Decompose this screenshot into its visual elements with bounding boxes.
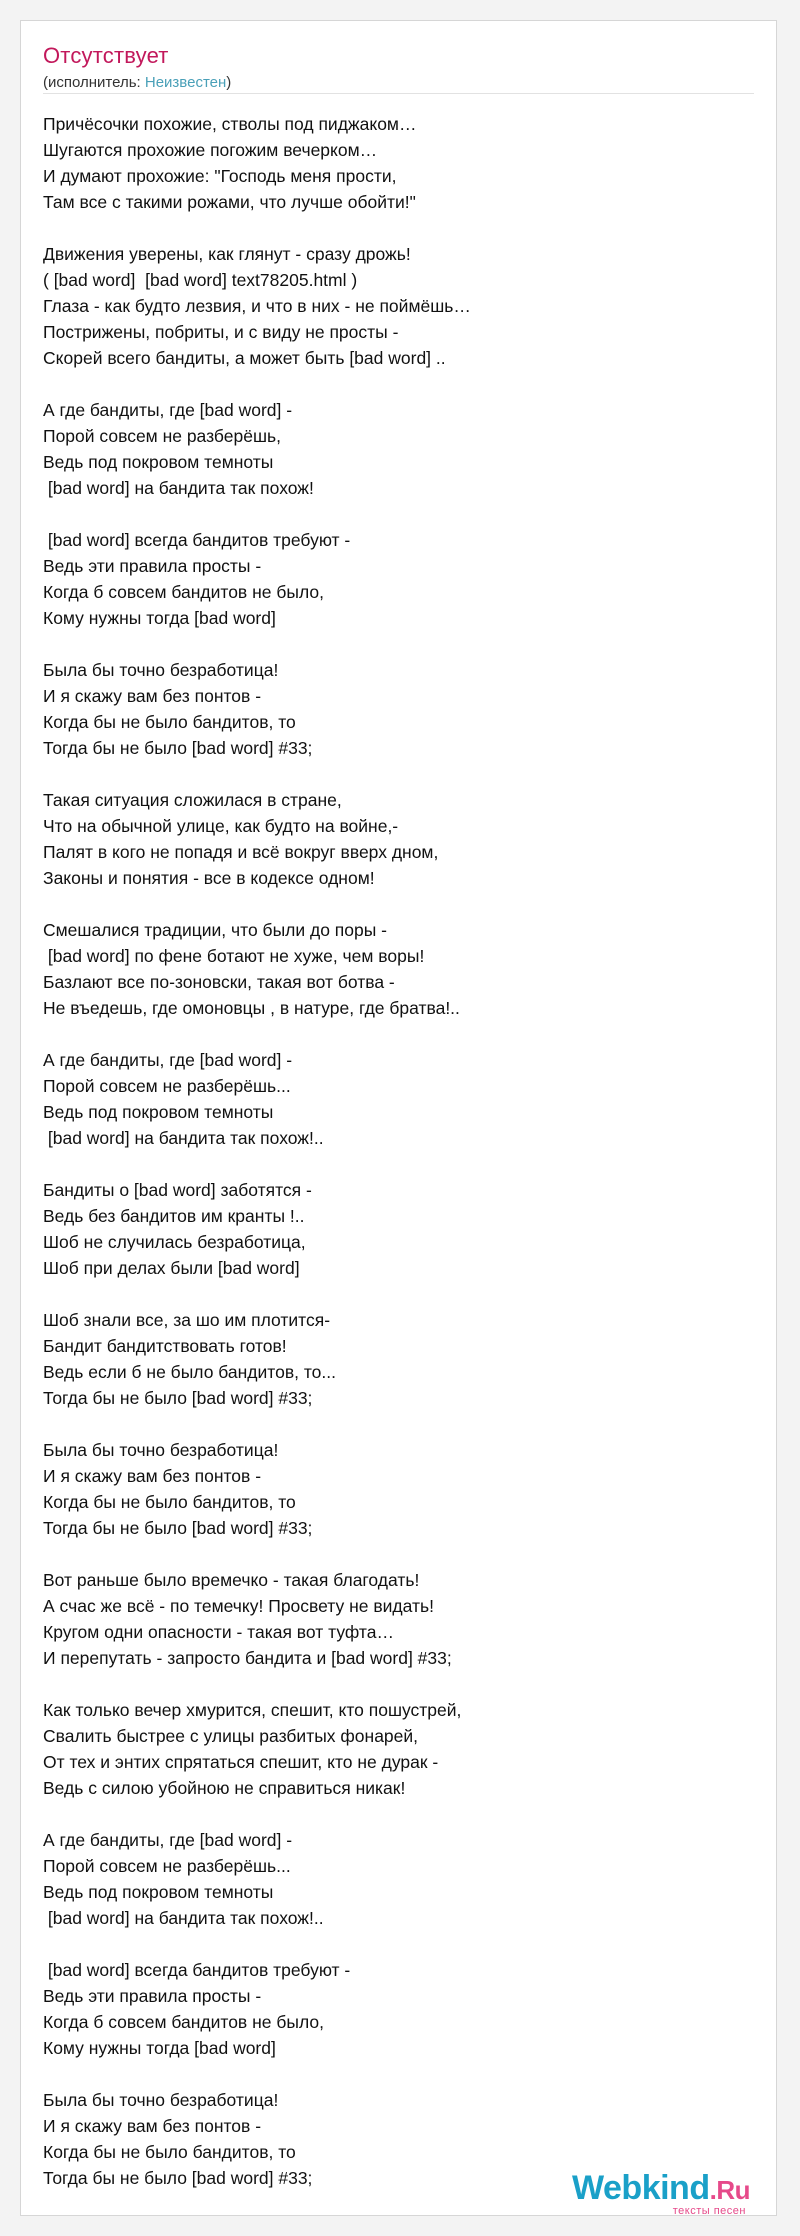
lyric-line: Бандиты о [bad word] заботятся - xyxy=(43,1180,312,1200)
lyric-line: Ведь эти правила просты - xyxy=(43,1986,262,2006)
stanza-break xyxy=(43,1411,753,1437)
lyric-line: Шоб при делах были [bad word] xyxy=(43,1258,300,1278)
lyric-line: [bad word] по фене ботают не хуже, чем воры! xyxy=(43,946,425,966)
lyric-line: Тогда бы не было [bad word] #33; xyxy=(43,1388,313,1408)
logo-ru: .Ru xyxy=(709,2175,750,2205)
lyric-line: Кому нужны тогда [bad word] xyxy=(43,608,276,628)
artist-link[interactable]: Неизвестен xyxy=(144,74,227,91)
lyric-line: [bad word] на бандита так похож!.. xyxy=(43,1128,324,1148)
stanza-break xyxy=(43,1931,753,1957)
stanza-break xyxy=(43,631,753,657)
lyric-line: Тогда бы не было [bad word] #33; xyxy=(43,738,313,758)
lyric-line: ( [bad word] [bad word] text78205.html ) xyxy=(43,270,358,290)
lyric-line: Ведь под покровом темноты xyxy=(43,1882,274,1902)
lyric-line: Ведь без бандитов им кранты !.. xyxy=(43,1206,305,1226)
lyric-line: Когда б совсем бандитов не было, xyxy=(43,582,324,602)
lyric-line: Когда бы не было бандитов, то xyxy=(43,1492,296,1512)
lyric-line: И я скажу вам без понтов - xyxy=(43,1466,262,1486)
stanza-break xyxy=(43,1281,753,1307)
lyric-line: И я скажу вам без понтов - xyxy=(43,686,262,706)
lyric-line: Скорей всего бандиты, а может быть [bad word] .. xyxy=(43,348,446,368)
lyric-line: Порой совсем не разберёшь, xyxy=(43,426,281,446)
lyric-line: Была бы точно безработица! xyxy=(43,2090,279,2110)
lyric-line: Шугаются прохожие погожим вечерком… xyxy=(43,140,378,160)
artist-line xyxy=(43,74,231,91)
lyric-line: Что на обычной улице, как будто на войне,- xyxy=(43,816,399,836)
lyric-line: Была бы точно безработица! xyxy=(43,660,279,680)
lyric-line: Не въедешь, где омоновцы , в натуре, где братва!.. xyxy=(43,998,460,1018)
lyric-line: [bad word] всегда бандитов требуют - xyxy=(43,1960,351,1980)
lyric-line: Ведь под покровом темноты xyxy=(43,452,274,472)
lyric-line: Ведь с силою убойною не справиться никак! xyxy=(43,1778,406,1798)
lyric-line: А где бандиты, где [bad word] - xyxy=(43,1830,293,1850)
lyric-line: Тогда бы не было [bad word] #33; xyxy=(43,2168,313,2188)
stanza-break xyxy=(43,215,753,241)
lyric-line: А где бандиты, где [bad word] - xyxy=(43,1050,293,1070)
lyric-line: Палят в кого не попадя и всё вокруг вверх дном, xyxy=(43,842,439,862)
lyric-line: Ведь под покровом темноты xyxy=(43,1102,274,1122)
lyrics-text xyxy=(43,111,753,2191)
lyrics-card xyxy=(20,20,777,2216)
artist-suffix: ) xyxy=(226,74,232,91)
stanza-break xyxy=(43,2061,753,2087)
title-divider xyxy=(43,93,754,94)
lyric-line: Вот раньше было времечко - такая благодать! xyxy=(43,1570,420,1590)
webkind-logo[interactable] xyxy=(572,2171,750,2217)
lyric-line: Ведь эти правила просты - xyxy=(43,556,262,576)
stanza-break xyxy=(43,1801,753,1827)
lyric-line: Тогда бы не было [bad word] #33; xyxy=(43,1518,313,1538)
lyric-line: Кругом одни опасности - такая вот туфта… xyxy=(43,1622,394,1642)
lyric-line: И думают прохожие: "Господь меня прости, xyxy=(43,166,397,186)
lyric-line: Когда бы не было бандитов, то xyxy=(43,712,296,732)
lyric-line: И перепутать - запросто бандита и [bad word] #33; xyxy=(43,1648,452,1668)
lyric-line: Базлают все по-зоновски, такая вот ботва - xyxy=(43,972,395,992)
lyric-line: Там все с такими рожами, что лучше обойти!" xyxy=(43,192,416,212)
stanza-break xyxy=(43,1151,753,1177)
song-title: Отсутствует xyxy=(43,43,169,68)
lyric-line: Свалить быстрее с улицы разбитых фонарей, xyxy=(43,1726,419,1746)
lyric-line: От тех и энтих спрятаться спешит, кто не дурак - xyxy=(43,1752,439,1772)
lyric-line: Когда б совсем бандитов не было, xyxy=(43,2012,324,2032)
lyric-line: Была бы точно безработица! xyxy=(43,1440,279,1460)
lyric-line: А счас же всё - по темечку! Просвету не видать! xyxy=(43,1596,434,1616)
stanza-break xyxy=(43,501,753,527)
lyric-line: Причёсочки похожие, стволы под пиджаком… xyxy=(43,114,417,134)
stanza-break xyxy=(43,1541,753,1567)
lyric-line: Законы и понятия - все в кодексе одном! xyxy=(43,868,375,888)
lyric-line: Порой совсем не разберёшь... xyxy=(43,1856,291,1876)
artist-prefix: (исполнитель: xyxy=(43,74,145,91)
lyric-line: [bad word] на бандита так похож!.. xyxy=(43,1908,324,1928)
lyric-line: А где бандиты, где [bad word] - xyxy=(43,400,293,420)
lyric-line: Ведь если б не было бандитов, то... xyxy=(43,1362,337,1382)
stanza-break xyxy=(43,891,753,917)
lyric-line: Глаза - как будто лезвия, и что в них - не поймёшь… xyxy=(43,296,471,316)
stanza-break xyxy=(43,1671,753,1697)
lyric-line: [bad word] на бандита так похож! xyxy=(43,478,314,498)
lyric-line: Такая ситуация сложилася в стране, xyxy=(43,790,342,810)
lyric-line: Кому нужны тогда [bad word] xyxy=(43,2038,276,2058)
stanza-break xyxy=(43,1021,753,1047)
lyric-line: Как только вечер хмурится, спешит, кто пошустрей, xyxy=(43,1700,462,1720)
lyric-line: И я скажу вам без понтов - xyxy=(43,2116,262,2136)
lyric-line: [bad word] всегда бандитов требуют - xyxy=(43,530,351,550)
stanza-break xyxy=(43,371,753,397)
lyric-line: Пострижены, побриты, и с виду не просты - xyxy=(43,322,399,342)
stanza-break xyxy=(43,761,753,787)
logo-kind: kind xyxy=(641,2169,710,2207)
lyric-line: Смешалися традиции, что были до поры - xyxy=(43,920,388,940)
lyric-line: Бандит бандитствовать готов! xyxy=(43,1336,287,1356)
logo-web: Web xyxy=(572,2169,642,2207)
lyric-line: Движения уверены, как глянут - сразу дрожь! xyxy=(43,244,411,264)
logo-tagline: тексты песен xyxy=(672,2205,746,2217)
lyric-line: Шоб не случилась безработица, xyxy=(43,1232,306,1252)
lyric-line: Порой совсем не разберёшь... xyxy=(43,1076,291,1096)
lyric-line: Шоб знали все, за шо им плотится- xyxy=(43,1310,331,1330)
lyric-line: Когда бы не было бандитов, то xyxy=(43,2142,296,2162)
logo-wordmark xyxy=(572,2171,750,2207)
